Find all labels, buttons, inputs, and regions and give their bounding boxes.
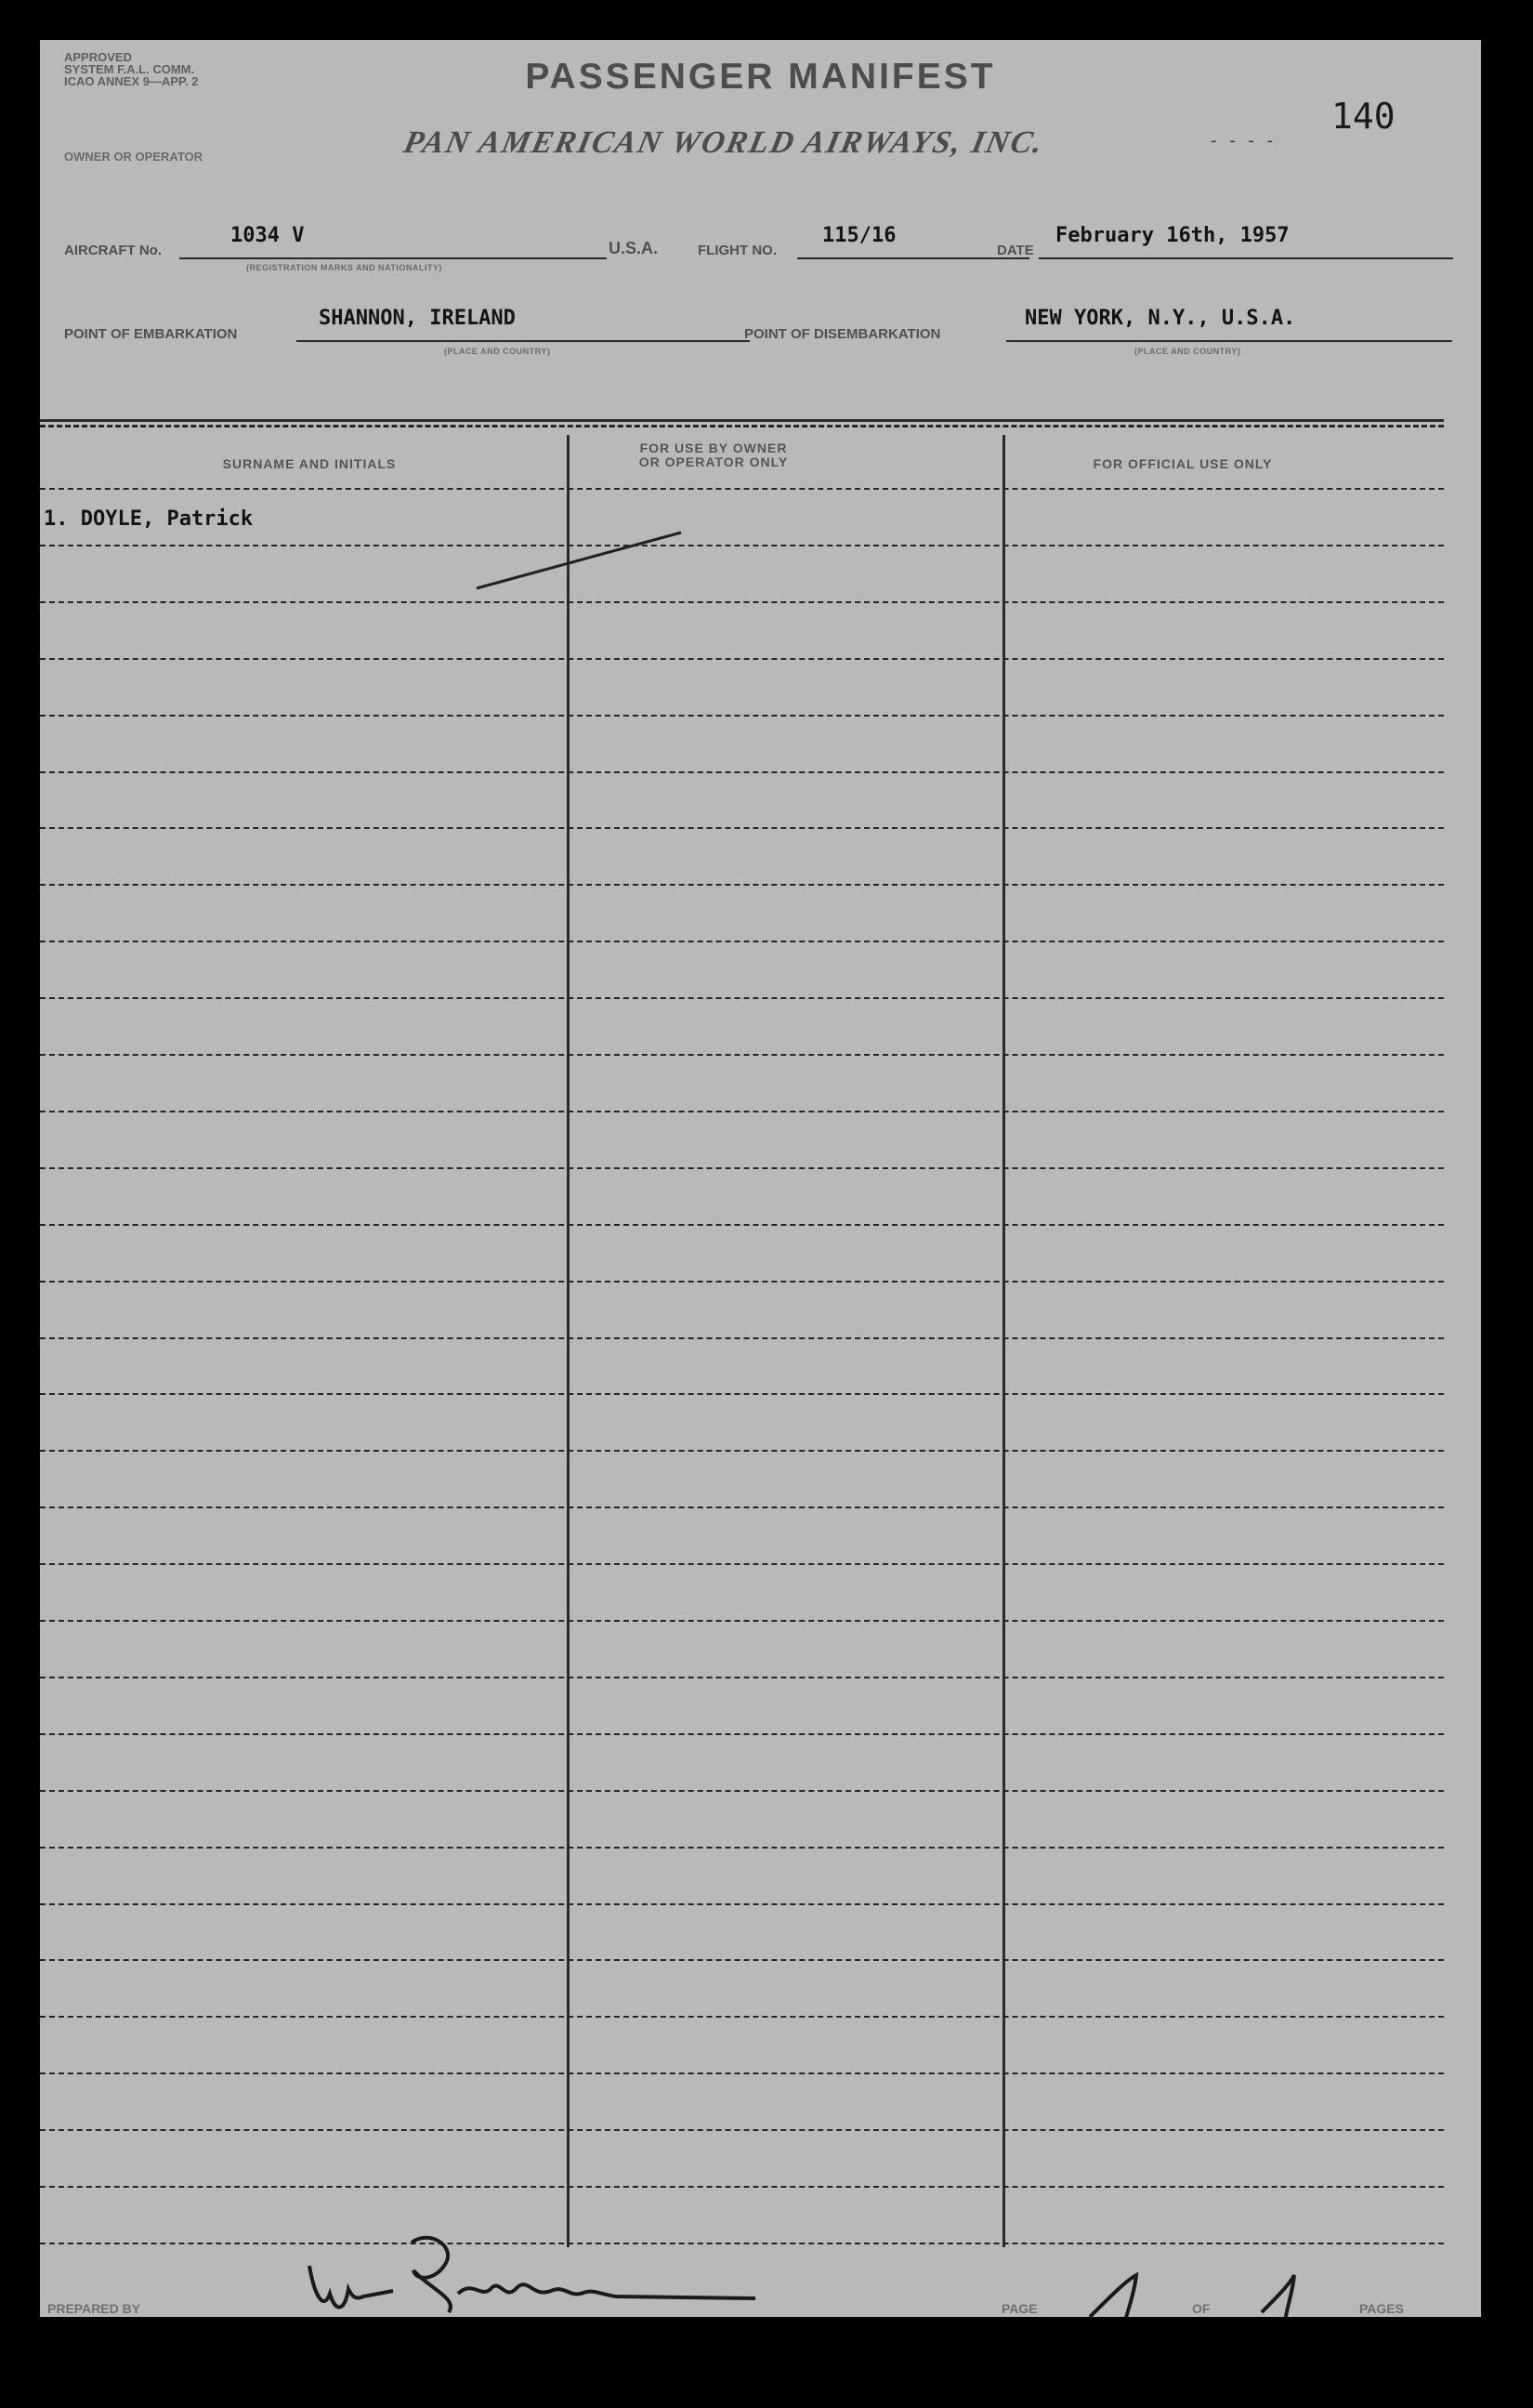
row-rule (40, 1677, 1444, 1678)
page-label: PAGE (1002, 2301, 1038, 2316)
embarkation-underline (296, 340, 750, 342)
row-rule (40, 884, 1444, 886)
approval-stamp: APPROVED SYSTEM F.A.L. COMM. ICAO ANNEX 9—APP. 2 (64, 50, 199, 88)
row-rule (40, 771, 1444, 773)
row-rule (40, 658, 1444, 660)
flight-label: FLIGHT NO. (698, 243, 777, 258)
column-header-official: FOR OFFICIAL USE ONLY (1093, 456, 1273, 471)
passenger-row-1: 1. DOYLE, Patrick (44, 507, 254, 531)
table-top-rule-2 (40, 425, 1444, 428)
row-rule (40, 2016, 1444, 2018)
pages-label: PAGES (1359, 2301, 1404, 2316)
disembarkation-label: POINT OF DISEMBARKATION (744, 326, 941, 342)
date-value: February 16th, 1957 (1055, 224, 1290, 247)
row-rule (40, 1507, 1444, 1508)
date-underline (1039, 257, 1453, 259)
row-rule (40, 545, 1444, 546)
aircraft-label: AIRCRAFT No. (64, 243, 162, 258)
prepared-label: PREPARED BY (47, 2301, 141, 2316)
aircraft-value: 1034 V (230, 224, 305, 247)
row-rule (40, 1847, 1444, 1849)
pen-stroke (430, 486, 709, 598)
signature (272, 2224, 793, 2317)
table-top-rule (40, 419, 1444, 422)
column-header-surname: SURNAME AND INITIALS (222, 456, 397, 471)
row-rule (40, 1733, 1444, 1735)
owner-label: OWNER OR OPERATOR (64, 150, 203, 164)
aircraft-sublabel: (REGISTRATION MARKS AND NATIONALITY) (246, 263, 442, 272)
row-rule (40, 488, 1444, 490)
aircraft-underline (179, 257, 607, 259)
page-number: 140 (1331, 96, 1395, 137)
row-rule (40, 941, 1444, 942)
disembarkation-underline (1006, 340, 1452, 342)
row-rule (40, 1959, 1444, 1961)
row-rule (40, 827, 1444, 829)
flight-value: 115/16 (822, 224, 897, 247)
manifest-sheet (40, 40, 1481, 2317)
date-label: DATE (997, 243, 1034, 258)
embarkation-sublabel: (PLACE AND COUNTRY) (444, 347, 551, 356)
row-rule (40, 1563, 1444, 1565)
row-rule (40, 601, 1444, 603)
row-rule (40, 1903, 1444, 1905)
row-rule (40, 1224, 1444, 1226)
row-rule (40, 1450, 1444, 1452)
row-rule (40, 2072, 1444, 2074)
row-rule (40, 1111, 1444, 1112)
disembarkation-sublabel: (PLACE AND COUNTRY) (1134, 347, 1241, 356)
disembarkation-value: NEW YORK, N.Y., U.S.A. (1025, 307, 1296, 330)
of-label: OF (1192, 2301, 1211, 2316)
dash-mark: - - - - (1211, 131, 1278, 151)
nationality: U.S.A. (609, 239, 659, 257)
column-header-owner: FOR USE BY OWNER OR OPERATOR ONLY (638, 441, 789, 469)
embarkation-label: POINT OF EMBARKATION (64, 326, 238, 342)
column-divider-2 (1002, 435, 1005, 2247)
row-rule (40, 1337, 1444, 1339)
page-count-marks (1081, 2270, 1396, 2317)
row-rule (40, 2129, 1444, 2131)
row-rule (40, 997, 1444, 999)
row-rule (40, 2186, 1444, 2188)
row-rule (40, 1054, 1444, 1056)
row-rule (40, 1620, 1444, 1622)
embarkation-value: SHANNON, IRELAND (319, 307, 516, 330)
column-divider-1 (567, 435, 570, 2247)
page-title: PASSENGER MANIFEST (525, 57, 996, 97)
row-rule (40, 1393, 1444, 1395)
flight-underline (797, 257, 1029, 259)
row-rule (40, 1281, 1444, 1283)
airline-name: PAN AMERICAN WORLD AIRWAYS, INC. (400, 125, 1048, 160)
row-rule (40, 715, 1444, 717)
row-rule (40, 1167, 1444, 1169)
row-rule (40, 1790, 1444, 1792)
